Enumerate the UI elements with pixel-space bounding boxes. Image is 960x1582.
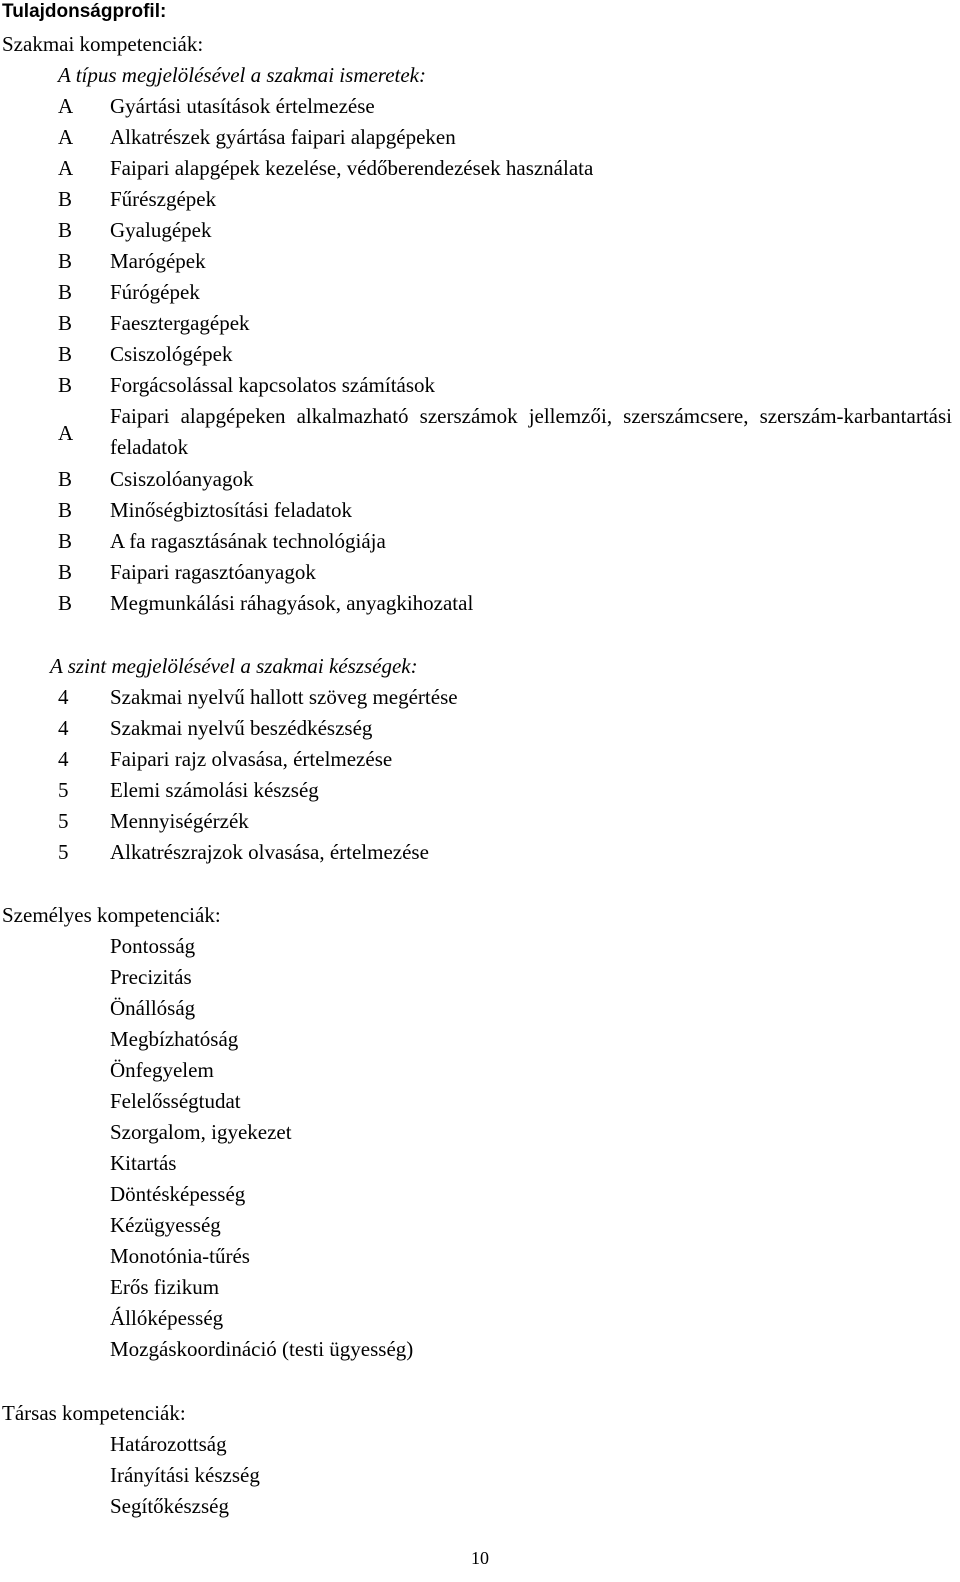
skill-item xyxy=(0,808,960,839)
knowledge-item xyxy=(0,310,960,341)
personal-item: Kitartás xyxy=(110,1151,177,1175)
knowledge-item xyxy=(0,559,960,590)
page-title: Tulajdonságprofil: xyxy=(2,1,167,22)
knowledge-item xyxy=(0,248,960,279)
knowledge-type: B xyxy=(58,529,73,553)
personal-item: Erős fizikum xyxy=(110,1275,220,1299)
personal-item: Önállóság xyxy=(110,996,196,1020)
knowledge-item xyxy=(0,279,960,310)
skill-item xyxy=(0,715,960,746)
skill-level: 5 xyxy=(58,778,69,802)
knowledge-label: Faipari ragasztóanyagok xyxy=(110,560,316,584)
knowledge-item xyxy=(0,372,960,403)
personal-item: Monotónia-tűrés xyxy=(110,1244,250,1268)
skill-level: 4 xyxy=(58,747,69,771)
knowledge-label: Marógépek xyxy=(110,249,206,273)
personal-item: Precizitás xyxy=(110,965,192,989)
skill-level: 5 xyxy=(58,840,69,864)
knowledge-label: A fa ragasztásának technológiája xyxy=(110,529,386,553)
page-number: 10 xyxy=(471,1548,489,1568)
personal-item: Önfegyelem xyxy=(110,1058,214,1082)
skill-item xyxy=(0,839,960,870)
knowledge-item xyxy=(0,403,960,465)
social-heading: Társas kompetenciák: xyxy=(2,1401,186,1425)
knowledge-item xyxy=(0,466,960,497)
professional-heading: Szakmai kompetenciák: xyxy=(2,32,204,56)
knowledge-label: Gyalugépek xyxy=(110,218,212,242)
knowledge-type: B xyxy=(58,467,73,491)
knowledge-item xyxy=(0,590,960,621)
knowledge-label: Fűrészgépek xyxy=(110,187,217,211)
skill-label: Elemi számolási készség xyxy=(110,778,319,802)
knowledge-type: B xyxy=(58,591,73,615)
skill-label: Mennyiségérzék xyxy=(110,809,249,833)
personal-item: Megbízhatóság xyxy=(110,1027,239,1051)
knowledge-item xyxy=(0,186,960,217)
knowledge-type: B xyxy=(58,187,73,211)
skill-item xyxy=(0,777,960,808)
knowledge-type: A xyxy=(58,156,74,180)
knowledge-label: Fúrógépek xyxy=(110,280,200,304)
skills-heading: A szint megjelölésével a szakmai készségek: xyxy=(50,654,418,678)
skill-label: Szakmai nyelvű hallott szöveg megértése xyxy=(110,685,458,709)
knowledge-type: A xyxy=(58,421,74,445)
knowledge-label: Megmunkálási ráhagyások, anyagkihozatal xyxy=(110,591,474,615)
skill-item xyxy=(0,746,960,777)
knowledge-type: A xyxy=(58,125,74,149)
knowledge-label: Csiszolóanyagok xyxy=(110,467,254,491)
knowledge-label: Csiszológépek xyxy=(110,342,233,366)
knowledge-type: B xyxy=(58,218,73,242)
skill-item xyxy=(0,684,960,715)
social-item: Segítőkészség xyxy=(110,1494,229,1518)
knowledge-label: Faipari alapgépek kezelése, védőberendezések használata xyxy=(110,156,594,180)
knowledge-item xyxy=(0,124,960,155)
knowledge-item xyxy=(0,341,960,372)
knowledge-label: Faipari alapgépeken alkalmazható szerszámok jellemzői, szerszámcsere, szerszám-karbantartási feladatok xyxy=(110,404,952,459)
skill-level: 4 xyxy=(58,716,69,740)
personal-item: Mozgáskoordináció (testi ügyesség) xyxy=(110,1337,414,1361)
social-item: Határozottság xyxy=(110,1432,227,1456)
personal-item: Döntésképesség xyxy=(110,1182,246,1206)
knowledge-type: B xyxy=(58,560,73,584)
knowledge-item xyxy=(0,93,960,124)
skill-label: Faipari rajz olvasása, értelmezése xyxy=(110,747,393,771)
personal-item: Állóképesség xyxy=(110,1306,224,1330)
knowledge-type: B xyxy=(58,311,73,335)
skill-label: Alkatrészrajzok olvasása, értelmezése xyxy=(110,840,429,864)
knowledge-heading: A típus megjelölésével a szakmai ismeretek: xyxy=(58,63,426,87)
skill-label: Szakmai nyelvű beszédkészség xyxy=(110,716,373,740)
knowledge-label: Alkatrészek gyártása faipari alapgépeken xyxy=(110,125,456,149)
knowledge-type: A xyxy=(58,94,74,118)
knowledge-label: Faesztergagépek xyxy=(110,311,250,335)
skill-level: 4 xyxy=(58,685,69,709)
knowledge-type: B xyxy=(58,373,73,397)
knowledge-label: Gyártási utasítások értelmezése xyxy=(110,94,375,118)
personal-item: Pontosság xyxy=(110,934,196,958)
personal-heading: Személyes kompetenciák: xyxy=(2,903,221,927)
personal-item: Kézügyesség xyxy=(110,1213,221,1237)
knowledge-type: B xyxy=(58,342,73,366)
knowledge-item xyxy=(0,217,960,248)
social-item: Irányítási készség xyxy=(110,1463,260,1487)
skill-level: 5 xyxy=(58,809,69,833)
knowledge-type: B xyxy=(58,249,73,273)
knowledge-type: B xyxy=(58,280,73,304)
knowledge-label: Minőségbiztosítási feladatok xyxy=(110,498,353,522)
knowledge-item xyxy=(0,528,960,559)
knowledge-type: B xyxy=(58,498,73,522)
knowledge-label: Forgácsolással kapcsolatos számítások xyxy=(110,373,436,397)
personal-item: Felelősségtudat xyxy=(110,1089,241,1113)
knowledge-item xyxy=(0,155,960,186)
personal-item: Szorgalom, igyekezet xyxy=(110,1120,292,1144)
knowledge-item xyxy=(0,497,960,528)
